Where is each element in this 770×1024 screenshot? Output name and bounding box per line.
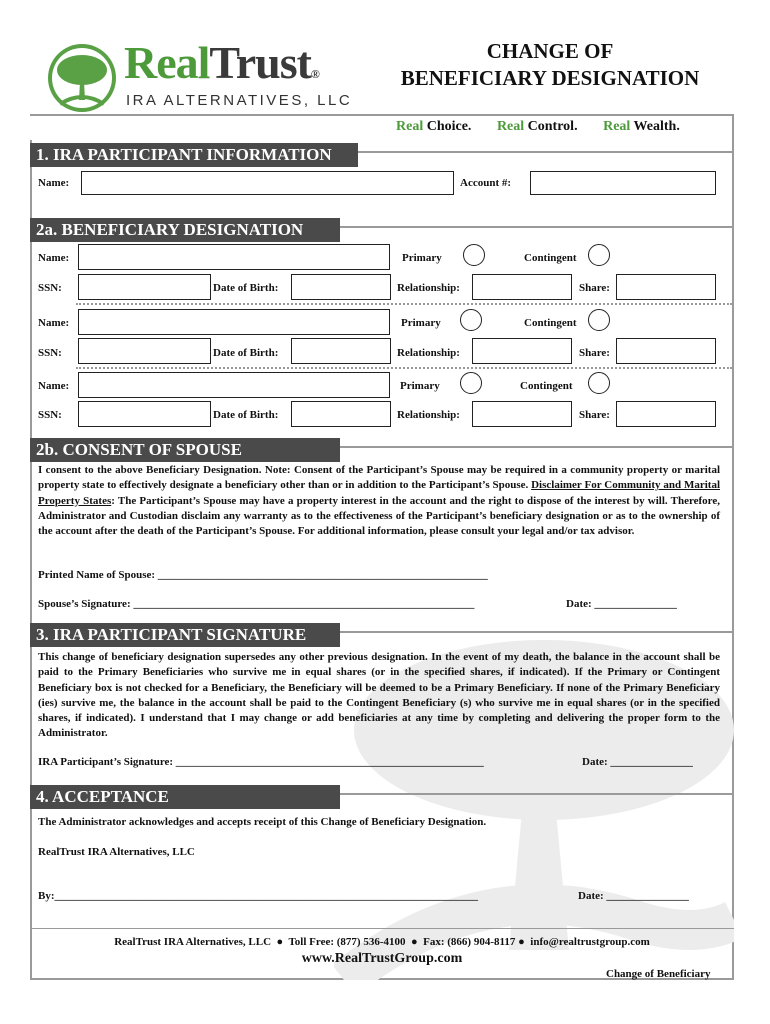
beneficiary-1-primary-label: Primary: [402, 252, 442, 264]
beneficiary-2-share-label: Share:: [579, 347, 610, 359]
beneficiary-3-share-label: Share:: [579, 409, 610, 421]
section-signature-header: 3. IRA PARTICIPANT SIGNATURE: [30, 623, 340, 647]
beneficiary-1-contingent-radio[interactable]: [588, 244, 610, 266]
section-beneficiary-header: 2a. BENEFICIARY DESIGNATION: [30, 218, 340, 242]
beneficiary-1-primary-radio[interactable]: [463, 244, 485, 266]
beneficiary-2-contingent-radio[interactable]: [588, 309, 610, 331]
form-title-line2: BENEFICIARY DESIGNATION: [400, 66, 700, 90]
beneficiary-divider-1: [76, 303, 732, 305]
beneficiary-1-name-label: Name:: [38, 252, 70, 264]
beneficiary-2-contingent-label: Contingent: [524, 317, 577, 329]
form-title-line1: CHANGE OF: [486, 39, 614, 63]
beneficiary-1-dob-field[interactable]: [291, 274, 391, 300]
section-acceptance-rule: [340, 793, 734, 795]
spouse-signature-line[interactable]: Spouse’s Signature: ______________________________________________________________: [38, 598, 475, 610]
section-participant-header: 1. IRA PARTICIPANT INFORMATION: [30, 143, 358, 167]
spouse-printed-name-line[interactable]: Printed Name of Spouse: ____________________________________________________________: [38, 569, 488, 581]
section-consent-header: 2b. CONSENT OF SPOUSE: [30, 438, 340, 462]
section-signature-rule: [340, 631, 734, 633]
tagline-1: Real Choice.: [396, 119, 472, 134]
participant-account-field[interactable]: [530, 171, 716, 195]
logo: [46, 37, 356, 114]
participant-name-field[interactable]: [81, 171, 454, 195]
beneficiary-2-ssn-field[interactable]: [78, 338, 211, 364]
beneficiary-1-contingent-label: Contingent: [524, 252, 577, 264]
tree-logo-icon: [46, 42, 118, 114]
beneficiary-1-ssn-label: SSN:: [38, 282, 62, 294]
logo-wordmark: RealTrust®: [124, 37, 319, 88]
beneficiary-2-name-label: Name:: [38, 317, 70, 329]
participant-name-label: Name:: [38, 177, 70, 189]
section-beneficiary-rule: [340, 226, 734, 228]
logo-word-real: Real: [124, 37, 210, 88]
participant-signature-line[interactable]: IRA Participant’s Signature: ________________________________________________________: [38, 756, 484, 768]
beneficiary-1-dob-label: Date of Birth:: [213, 282, 279, 294]
acceptance-text: The Administrator acknowledges and accepts receipt of this Change of Beneficiary Designation.: [38, 816, 487, 828]
acceptance-company: RealTrust IRA Alternatives, LLC: [38, 846, 195, 858]
tagline-2: Real Control.: [496, 119, 578, 134]
beneficiary-3-contingent-label: Contingent: [520, 380, 573, 392]
beneficiary-2-dob-field[interactable]: [291, 338, 391, 364]
beneficiary-3-ssn-field[interactable]: [78, 401, 211, 427]
spouse-date-line[interactable]: Date: _______________: [566, 598, 677, 610]
beneficiary-3-primary-radio[interactable]: [460, 372, 482, 394]
footer-form-name: Change of Beneficiary: [606, 968, 711, 980]
beneficiary-2-primary-radio[interactable]: [460, 309, 482, 331]
form-title: [380, 38, 720, 92]
footer-rule: [30, 928, 734, 929]
beneficiary-2-share-field[interactable]: [616, 338, 716, 364]
consent-text-1: I consent to the above Beneficiary Designation. Note: Consent of the Participant’s Spouse may be required in a community property or marital property state to effectively designate a beneficiary other than or in addition to the Participant’s Spouse.: [38, 464, 720, 492]
logo-subtitle: IRA ALTERNATIVES, LLC: [126, 92, 353, 109]
beneficiary-1-share-field[interactable]: [616, 274, 716, 300]
footer-contact: RealTrust IRA Alternatives, LLC ● Toll Free: (877) 536-4100 ● Fax: (866) 904-8117 ● info@realtrustgroup.com: [114, 936, 650, 948]
beneficiary-3-share-field[interactable]: [616, 401, 716, 427]
beneficiary-1-share-label: Share:: [579, 282, 610, 294]
beneficiary-3-name-field[interactable]: [78, 372, 390, 398]
acceptance-by-line[interactable]: By:_____________________________________________________________________________: [38, 890, 478, 902]
beneficiary-3-ssn-label: SSN:: [38, 409, 62, 421]
consent-disclaimer-heading: Disclaimer For Community and Marital Property States: [38, 479, 720, 507]
beneficiary-2-dob-label: Date of Birth:: [213, 347, 279, 359]
section-acceptance-header: 4. ACCEPTANCE: [30, 785, 340, 809]
beneficiary-3-dob-label: Date of Birth:: [213, 409, 279, 421]
beneficiary-1-relationship-field[interactable]: [472, 274, 572, 300]
beneficiary-3-relationship-label: Relationship:: [397, 409, 460, 421]
beneficiary-3-primary-label: Primary: [400, 380, 440, 392]
beneficiary-divider-2: [76, 367, 732, 369]
footer-website[interactable]: www.RealTrustGroup.com: [301, 951, 463, 966]
beneficiary-3-relationship-field[interactable]: [472, 401, 572, 427]
beneficiary-3-name-label: Name:: [38, 380, 70, 392]
beneficiary-1-relationship-label: Relationship:: [397, 282, 460, 294]
section-consent-rule: [340, 446, 734, 448]
beneficiary-3-contingent-radio[interactable]: [588, 372, 610, 394]
consent-text: [38, 463, 720, 539]
logo-word-trust: Trust: [209, 37, 311, 88]
beneficiary-2-ssn-label: SSN:: [38, 347, 62, 359]
consent-text-2: : The Participant’s Spouse may have a property interest in the account and the right to dispose of the interest by will. Therefore, Administrator and Custodian disclaim any warranty as to the effectiveness of the Participant’s beneficiary designation or as to the ownership of the account after the death of the Participant’s Spouse. For additional information, please consult your legal and/or tax advisor.: [38, 494, 720, 538]
participant-date-line[interactable]: Date: _______________: [582, 756, 693, 768]
tagline-3: Real Wealth.: [603, 119, 680, 134]
signature-text: This change of beneficiary designation supersedes any other previous designation. In the event of my death, the balance in the account shall be paid to the Primary Beneficiaries who survive me in equal shares (or in the specified shares, if indicated). If the Primary or Contingent Beneficiary box is not checked for a Beneficiary, the Beneficiary will be deemed to be a Primary Beneficiary. If none of the Primary Beneficiary (ies) survive me, the balance in the account shall be paid to the Contingent Beneficiary (s) who survive me in equal shares (or in the specified shares, if indicated). I understand that I may change or add beneficiaries at any time by completing and delivering the proper form to the Administrator.: [38, 651, 720, 740]
form-frame-left: [30, 140, 32, 980]
beneficiary-2-relationship-label: Relationship:: [397, 347, 460, 359]
beneficiary-3-dob-field[interactable]: [291, 401, 391, 427]
section-participant-rule: [358, 151, 734, 153]
beneficiary-1-name-field[interactable]: [78, 244, 390, 270]
beneficiary-2-primary-label: Primary: [401, 317, 441, 329]
acceptance-date-line[interactable]: Date: _______________: [578, 890, 689, 902]
participant-account-label: Account #:: [460, 177, 512, 189]
beneficiary-2-relationship-field[interactable]: [472, 338, 572, 364]
beneficiary-1-ssn-field[interactable]: [78, 274, 211, 300]
beneficiary-2-name-field[interactable]: [78, 309, 390, 335]
